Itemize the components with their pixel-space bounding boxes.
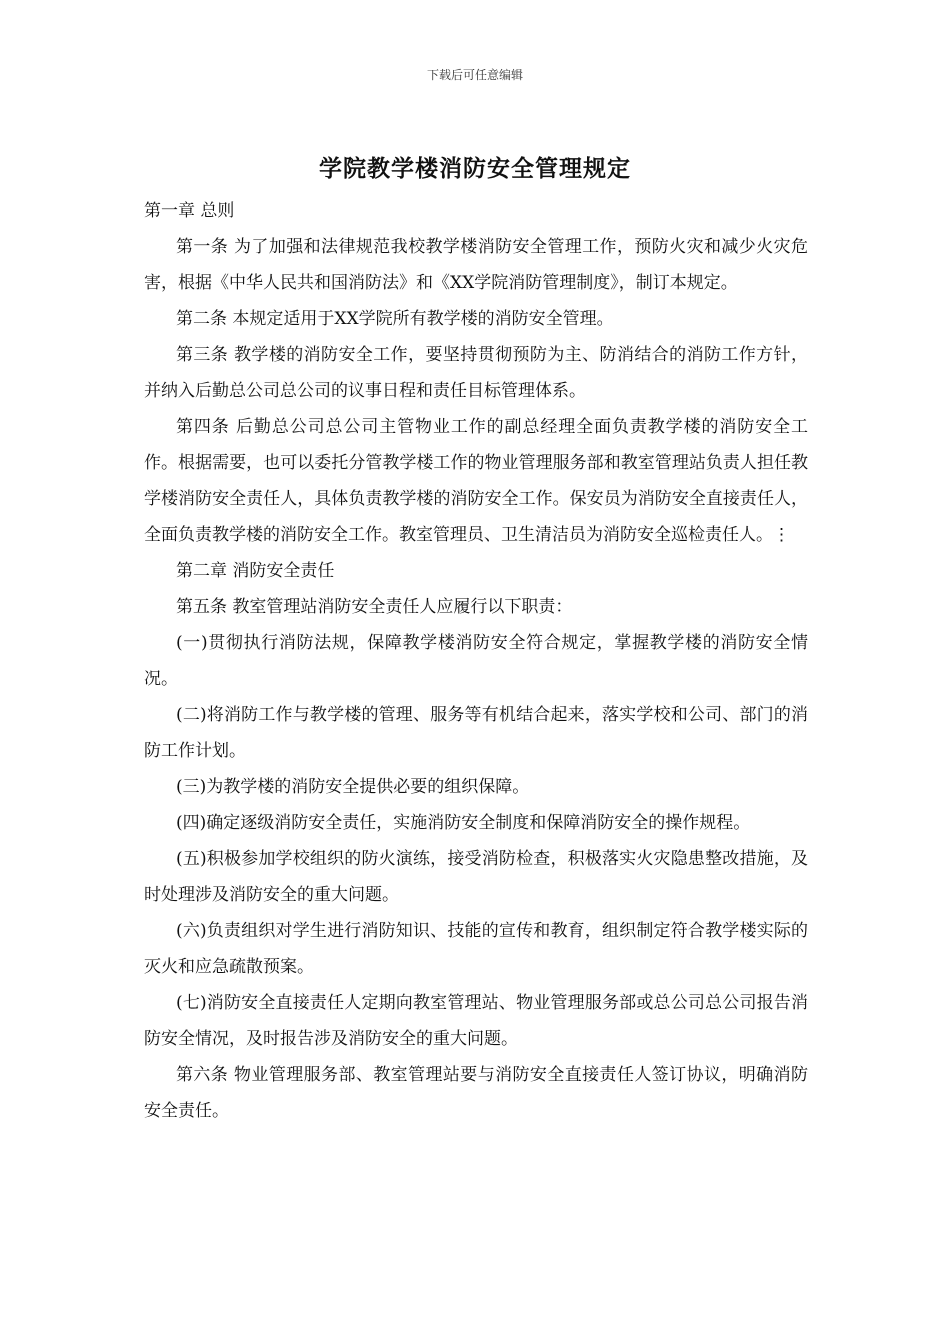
paragraph: (四)确定逐级消防安全责任，实施消防安全制度和保障消防安全的操作规程。 [176,813,751,833]
paragraph: 第一条 为了加强和法律规范我校教学楼消防安全管理工作，预防火灾和减少火灾危害，根据《中华人民共和国消防法》和《XX学院消防管理制度》，制订本规定。 [144,237,808,293]
document-body [144,193,808,1129]
paragraph: 第二条 本规定适用于XX学院所有教学楼的消防安全管理。 [176,309,614,329]
paragraph: (六)负责组织对学生进行消防知识、技能的宣传和教育，组织制定符合教学楼实际的灭火和应急疏散预案。 [144,921,808,977]
paragraph: (五)积极参加学校组织的防火演练，接受消防检查，积极落实火灾隐患整改措施，及时处理涉及消防安全的重大问题。 [144,849,808,905]
paragraph: 第四条 后勤总公司总公司主管物业工作的副总经理全面负责教学楼的消防安全工作。根据需要，也可以委托分管教学楼工作的物业管理服务部和教室管理站负责人担任教学楼消防安全责任人，具体负责教学楼的消防安全工作。保安员为消防安全直接责任人，全面负责教学楼的消防安全工作。教室管理员、卫生清洁员为消防安全巡检责任人。⋮ [144,417,808,545]
paragraph: (三)为教学楼的消防安全提供必要的组织保障。 [176,777,530,797]
paragraph: 第六条 物业管理服务部、教室管理站要与消防安全直接责任人签订协议，明确消防安全责任。 [144,1065,808,1121]
document-title: 学院教学楼消防安全管理规定 [319,155,631,182]
paragraph: 第三条 教学楼的消防安全工作，要坚持贯彻预防为主、防消结合的消防工作方针，并纳入后勤总公司总公司的议事日程和责任目标管理体系。 [144,345,808,401]
paragraph: (一)贯彻执行消防法规，保障教学楼消防安全符合规定，掌握教学楼的消防安全情况。 [144,633,808,689]
paragraph: 第一章 总则 [144,201,235,221]
paragraph: (二)将消防工作与教学楼的管理、服务等有机结合起来，落实学校和公司、部门的消防工作计划。 [144,705,808,761]
header-note: 下载后可任意编辑 [426,68,523,82]
paragraph: 第二章 消防安全责任 [176,561,335,581]
paragraph: (七)消防安全直接责任人定期向教室管理站、物业管理服务部或总公司总公司报告消防安全情况，及时报告涉及消防安全的重大问题。 [144,993,808,1049]
paragraph: 第五条 教室管理站消防安全责任人应履行以下职责： [176,597,573,617]
